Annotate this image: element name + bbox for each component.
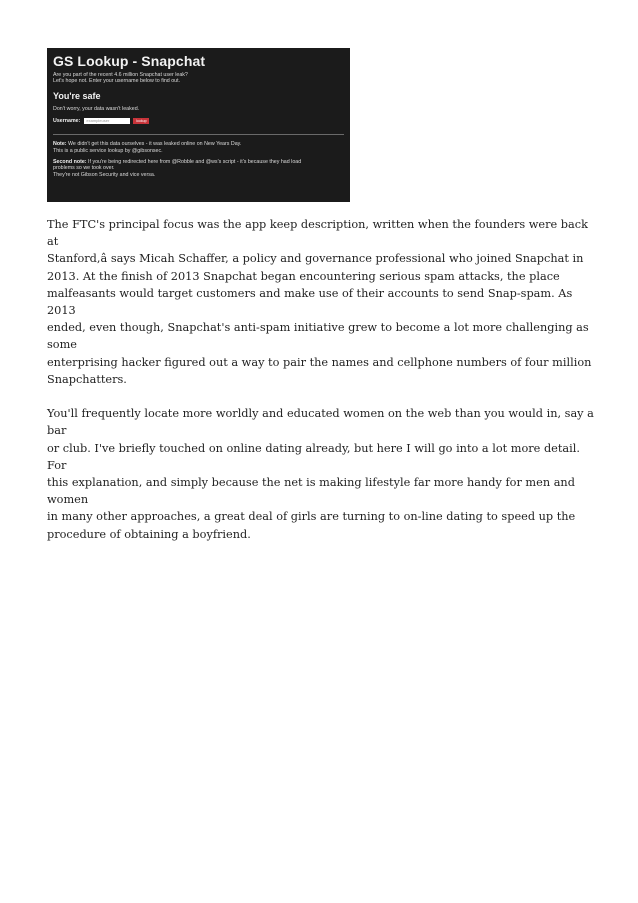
paragraph-1-line: enterprising hacker figured out a way to pair the names and cellphone numbers of four million	[47, 355, 592, 369]
article-body	[47, 216, 595, 560]
screenshot-intro-line-1: Are you part of the recent 4.6 million Snapchat user leak?	[53, 72, 188, 78]
second-note-line-3: They're not Gibson Security and vice versa.	[53, 171, 156, 178]
lookup-button[interactable]: lookup	[133, 118, 149, 124]
result-heading: You're safe	[53, 90, 101, 101]
paragraph-1-line: malfeasants would target customers and make use of their accounts to send Snap-spam. As 2013	[47, 286, 573, 318]
second-note-text: If you're being redirected here from @Robble and @ws's script - it's because they had load	[88, 159, 302, 166]
paragraph-2-line: You'll frequently locate more worldly and educated women on the web than you would in, say a bar	[47, 407, 594, 438]
second-note-label: Second note:	[53, 159, 87, 166]
note-text: We didn't get this data ourselves - it was leaked online on New Years Day.	[68, 141, 242, 148]
paragraph-1	[47, 216, 595, 388]
paragraph-2	[47, 405, 595, 543]
paragraph-2-line: or club. I've briefly touched on online dating already, but here I will go into a lot more detail. For	[47, 441, 580, 472]
divider	[53, 134, 344, 135]
screenshot-title: GS Lookup - Snapchat	[53, 53, 206, 69]
lookup-form	[53, 117, 344, 125]
paragraph-2-line: in many other approaches, a great deal of girls are turning to on-line dating to speed up the	[47, 510, 576, 524]
note-label: Note:	[53, 141, 67, 148]
paragraph-2-line: procedure of obtaining a boyfriend.	[47, 527, 251, 541]
paragraph-1-line: 2013. At the finish of 2013 Snapchat began encountering serious spam attacks, the place	[47, 269, 560, 283]
note-line-2: This is a public service lookup by @gibsonsec.	[53, 147, 163, 154]
paragraph-1-line: Stanford,â says Micah Schaffer, a policy and governance professional who joined Snapchat in	[47, 252, 584, 266]
paragraph-1-line: The FTC's principal focus was the app keep description, written when the founders were back at	[47, 218, 588, 249]
result-text: Don't worry, your data wasn't leaked.	[53, 105, 140, 112]
paragraph-2-line: this explanation, and simply because the net is making lifestyle far more handy for men and women	[47, 476, 575, 507]
paragraph-1-line: ended, even though, Snapchat's anti-spam initiative grew to become a lot more challenging as some	[47, 321, 589, 352]
paragraph-1-line: Snapchatters.	[47, 372, 127, 386]
screenshot-intro-line-2: Let's hope not. Enter your username below to find out.	[53, 78, 181, 85]
username-label: Username:	[53, 118, 81, 125]
username-input[interactable]: exampleuser	[84, 118, 130, 124]
embedded-screenshot	[47, 48, 350, 202]
second-note-line-2: problems so we took over.	[53, 165, 115, 172]
